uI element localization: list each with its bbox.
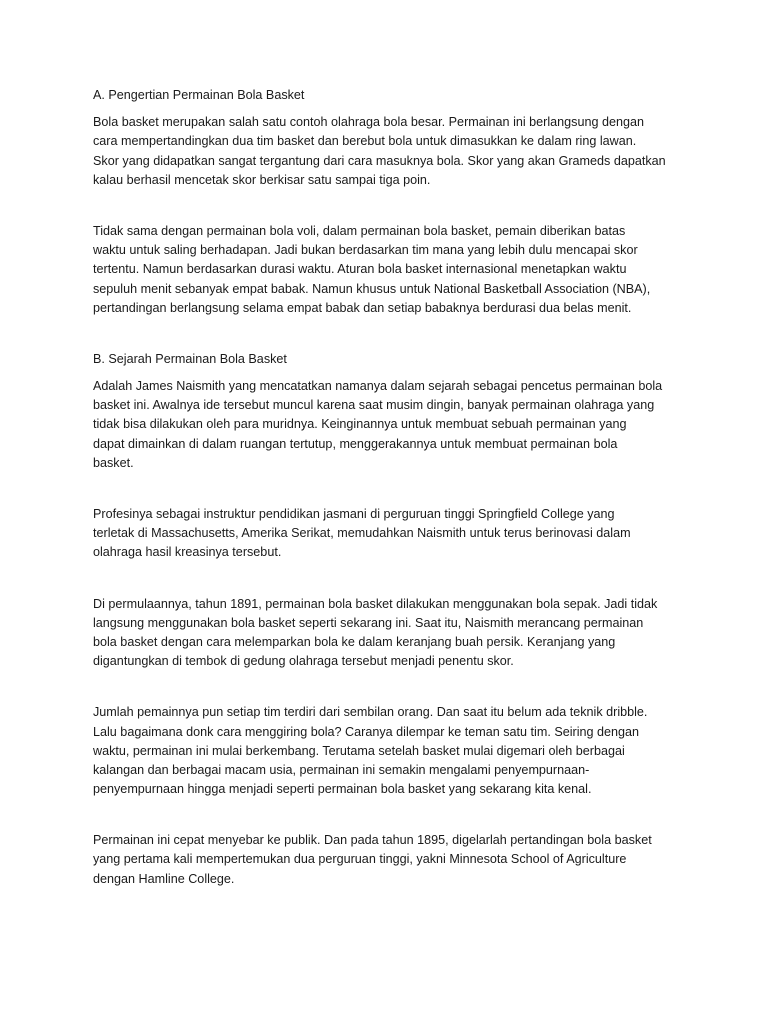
paragraph-line: Tidak sama dengan permainan bola voli, dalam permainan bola basket, pemain diberikan batas	[93, 223, 626, 238]
paragraph-line: Skor yang didapatkan sangat tergantung dari cara masuknya bola. Skor yang akan Grameds dapatkan	[93, 153, 666, 168]
paragraph-line: Adalah James Naismith yang mencatatkan namanya dalam sejarah sebagai pencetus permainan bola	[93, 379, 663, 394]
paragraph	[93, 113, 683, 190]
paragraph-line: sepuluh menit sebanyak empat babak. Namun khusus untuk National Basketball Association (NBA),	[93, 281, 651, 296]
paragraph-line: pertandingan berlangsung selama empat babak dan setiap babaknya berdurasi dua belas menit.	[93, 300, 632, 315]
paragraph-line: tertentu. Namun berdasarkan durasi waktu. Aturan bola basket internasional menetapkan waktu	[93, 262, 627, 277]
paragraph-line: penyempurnaan hingga menjadi seperti permainan bola basket yang sekarang kita kenal.	[93, 782, 592, 797]
paragraph-line: basket.	[93, 455, 134, 470]
paragraph	[93, 377, 683, 473]
paragraph-line: Di permulaannya, tahun 1891, permainan bola basket dilakukan menggunakan bola sepak. Jadi tidak	[93, 596, 658, 611]
paragraph-line: olahraga hasil kreasinya tersebut.	[93, 545, 282, 560]
paragraph-line: kalau berhasil mencetak skor berkisar satu sampai tiga poin.	[93, 172, 431, 187]
paragraph	[93, 831, 683, 889]
paragraph-line: waktu, permainan ini mulai berkembang. Terutama setelah basket mulai digemari oleh berbagai	[93, 743, 625, 758]
paragraph-line: kalangan dan berbagai macam usia, permainan ini semakin mengalami penyempurnaan-	[93, 762, 590, 777]
paragraph-line: terletak di Massachusetts, Amerika Serikat, memudahkan Naismith untuk terus berinovasi dalam	[93, 526, 631, 541]
paragraph-line: waktu untuk saling berhadapan. Jadi bukan berdasarkan tim mana yang lebih dulu mencapai skor	[93, 243, 638, 258]
document-body	[93, 86, 683, 889]
paragraph-line: cara mempertandingkan dua tim basket dan berebut bola untuk dimasukkan ke dalam ring lawan.	[93, 134, 637, 149]
paragraph	[93, 222, 683, 318]
paragraph	[93, 595, 683, 672]
paragraph-line: Bola basket merupakan salah satu contoh olahraga bola besar. Permainan ini berlangsung dengan	[93, 115, 645, 130]
paragraph	[93, 505, 683, 563]
paragraph-line: Lalu bagaimana donk cara menggiring bola? Caranya dilempar ke teman satu tim. Seiring dengan	[93, 724, 640, 739]
paragraph-line: yang pertama kali mempertemukan dua perguruan tinggi, yakni Minnesota School of Agriculture	[93, 852, 627, 867]
paragraph-line: bola basket dengan cara melemparkan bola ke dalam keranjang buah persik. Keranjang yang	[93, 634, 616, 649]
paragraph-line: tidak bisa dilakukan oleh para muridnya. Keinginannya untuk membuat sebuah permainan yang	[93, 417, 627, 432]
paragraph	[93, 703, 683, 799]
paragraph-line: dapat dimainkan di dalam ruangan tertutup, menggerakannya untuk membuat permainan bola	[93, 436, 618, 451]
section-heading-sejarah: B. Sejarah Permainan Bola Basket	[93, 351, 287, 366]
paragraph-line: Profesinya sebagai instruktur pendidikan jasmani di perguruan tinggi Springfield College yang	[93, 507, 615, 522]
paragraph-line: Jumlah pemainnya pun setiap tim terdiri dari sembilan orang. Dan saat itu belum ada teknik dribble.	[93, 705, 648, 720]
paragraph-line: langsung menggunakan bola basket seperti sekarang ini. Saat itu, Naismith merancang permainan	[93, 615, 644, 630]
paragraph-line: dengan Hamline College.	[93, 871, 235, 886]
section-heading-pengertian: A. Pengertian Permainan Bola Basket	[93, 88, 305, 102]
paragraph-line: Permainan ini cepat menyebar ke publik. Dan pada tahun 1895, digelarlah pertandingan bola basket	[93, 833, 652, 848]
paragraph-line: basket ini. Awalnya ide tersebut muncul karena saat musim dingin, banyak permainan olahraga yang	[93, 398, 655, 413]
paragraph-line: digantungkan di tembok di gedung olahraga tersebut menjadi penentu skor.	[93, 654, 514, 669]
